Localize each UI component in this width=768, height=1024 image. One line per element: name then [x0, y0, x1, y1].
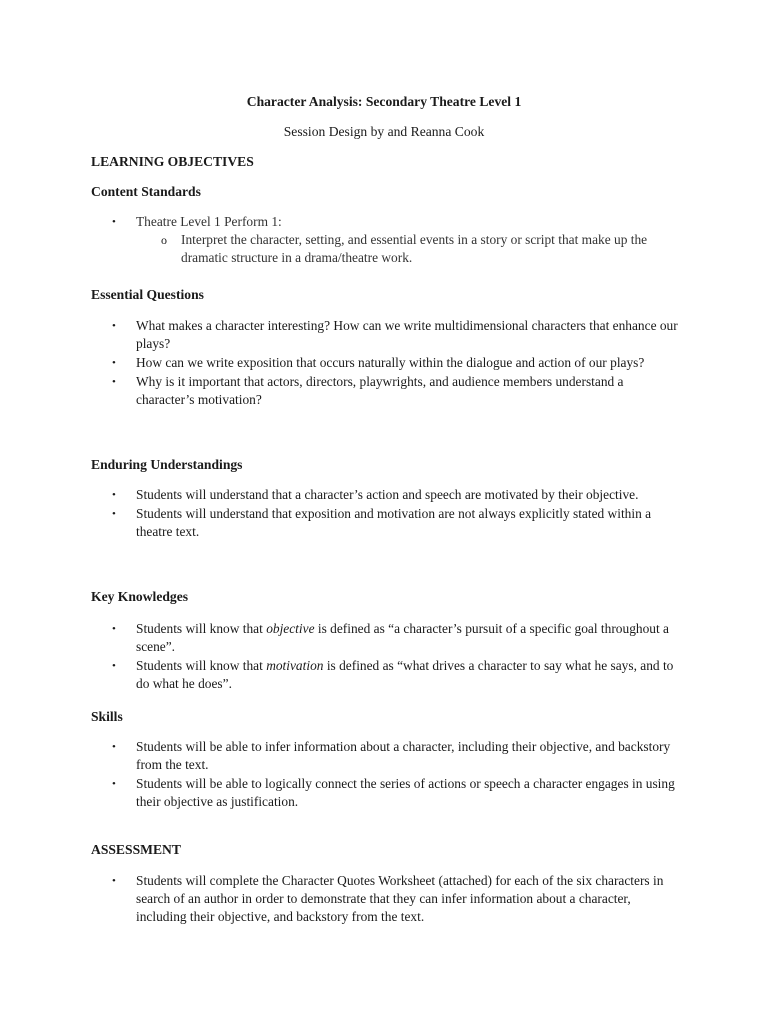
- list-item-text: Students will be able to infer information about a character, including their objective, and backstory from the text.: [136, 739, 671, 772]
- sub-bullet-icon: o: [161, 233, 167, 247]
- defined-term: motivation: [266, 658, 324, 673]
- bullet-icon: •: [112, 660, 116, 672]
- bullet-icon: •: [112, 320, 116, 332]
- list-item-text: Students will know that motivation is defined as “what drives a character to say what he says, and to do what he does”.: [136, 658, 674, 691]
- bullet-icon: •: [112, 778, 116, 790]
- assessment-heading: ASSESSMENT: [91, 842, 181, 857]
- list-item: [91, 505, 681, 541]
- list-item: [91, 486, 681, 504]
- essential-questions-heading: Essential Questions: [91, 287, 204, 302]
- list-item: [91, 317, 681, 353]
- list-item-text: Theatre Level 1 Perform 1:: [136, 214, 282, 229]
- list-item: [91, 872, 681, 926]
- sub-list-item: [136, 231, 681, 267]
- learning-objectives-heading: LEARNING OBJECTIVES: [91, 154, 254, 169]
- bullet-icon: •: [112, 489, 116, 501]
- list-item-text: Students will understand that exposition and motivation are not always explicitly stated within a theatre text.: [136, 506, 652, 539]
- list-item-text: Students will know that objective is defined as “a character’s pursuit of a specific goal throughout a scene”.: [136, 621, 669, 654]
- enduring-understandings-heading: Enduring Understandings: [91, 457, 243, 472]
- key-knowledges-heading: Key Knowledges: [91, 589, 189, 604]
- list-item-text: Students will be able to logically connect the series of actions or speech a character engages in using their objective as justification.: [136, 776, 675, 809]
- bullet-icon: •: [112, 741, 116, 753]
- list-item: [91, 657, 681, 693]
- skills-heading: Skills: [91, 709, 123, 724]
- assessment-list: [91, 872, 681, 927]
- list-item-text: What makes a character interesting? How can we write multidimensional characters that enhance our plays?: [136, 318, 678, 351]
- list-item: [91, 354, 681, 372]
- list-item-text: How can we write exposition that occurs naturally within the dialogue and action of our plays?: [136, 355, 645, 370]
- enduring-understandings-list: [91, 486, 681, 542]
- list-item: [91, 213, 681, 267]
- list-item-text: Students will complete the Character Quotes Worksheet (attached) for each of the six characters in search of an author in order to demonstrate that they can infer information about a character, including their objective, and backstory from the text.: [136, 873, 664, 924]
- bullet-icon: •: [112, 623, 116, 635]
- content-standards-heading: Content Standards: [91, 184, 201, 199]
- list-item-text: Students will understand that a character’s action and speech are motivated by their objective.: [136, 487, 639, 502]
- sub-list: [136, 231, 681, 267]
- skills-list: [91, 738, 681, 812]
- list-item: [91, 620, 681, 656]
- essential-questions-list: [91, 317, 681, 410]
- list-item-text: Why is it important that actors, directors, playwrights, and audience members understand a character’s motivation?: [136, 374, 624, 407]
- list-item: [91, 738, 681, 774]
- list-item: [91, 775, 681, 811]
- bullet-icon: •: [112, 508, 116, 520]
- bullet-icon: •: [112, 875, 116, 887]
- bullet-icon: •: [112, 357, 116, 369]
- content-standards-list: [91, 213, 681, 268]
- document-title: Character Analysis: Secondary Theatre Level 1: [246, 94, 522, 109]
- document-subtitle: Session Design by and Reanna Cook: [283, 124, 485, 139]
- list-item: [91, 373, 681, 409]
- bullet-icon: •: [112, 216, 116, 228]
- bullet-icon: •: [112, 376, 116, 388]
- sub-list-item-text: Interpret the character, setting, and essential events in a story or script that make up the dramatic structure in a drama/theatre work.: [181, 232, 648, 265]
- defined-term: objective: [266, 621, 315, 636]
- key-knowledges-list: [91, 620, 681, 694]
